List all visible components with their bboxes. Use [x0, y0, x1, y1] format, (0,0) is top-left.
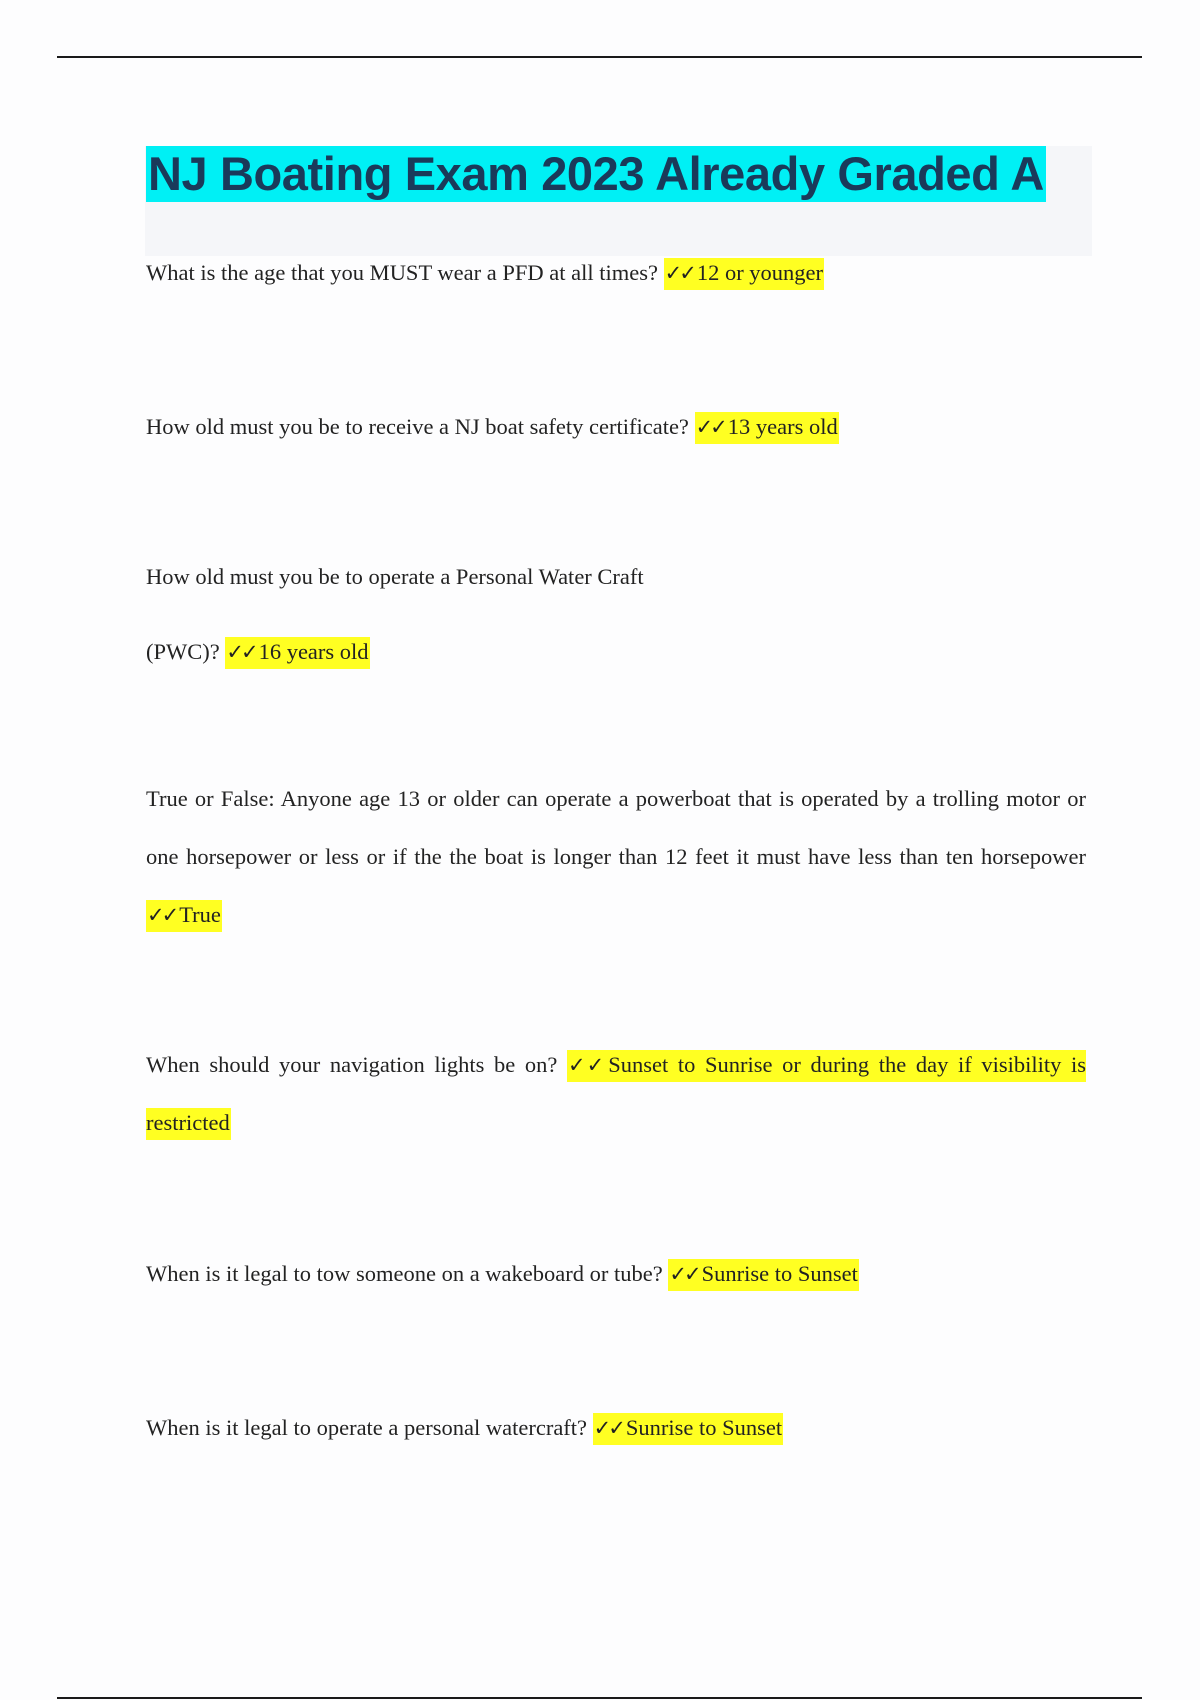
top-rule: [57, 56, 1142, 58]
answer-text: 13 years old: [727, 414, 838, 439]
answer-text: 16 years old: [258, 639, 369, 664]
answer-text: 12 or younger: [696, 260, 824, 285]
qa-item: [146, 397, 839, 457]
answer-highlight: [664, 258, 824, 290]
answer-text: True: [179, 902, 221, 927]
double-check-icon: ✓✓: [593, 1416, 623, 1440]
qa-item: [146, 770, 1086, 944]
double-check-icon: ✓✓: [226, 640, 256, 664]
bottom-rule: [57, 1697, 1142, 1699]
qa-item: [146, 1398, 783, 1458]
question-text: (PWC)?: [146, 639, 220, 664]
qa-item: [146, 1244, 859, 1304]
qa-item-line2: [146, 622, 370, 682]
answer-text: Sunset to Sunrise or during the day if visibility is restricted: [146, 1052, 1087, 1135]
question-text: When is it legal to tow someone on a wakeboard or tube?: [146, 1261, 663, 1286]
question-text: When is it legal to operate a personal watercraft?: [146, 1415, 588, 1440]
answer-highlight: [225, 637, 369, 669]
double-check-icon: ✓✓: [568, 1053, 606, 1077]
question-text: How old must you be to operate a Personal Water Craft: [146, 564, 644, 589]
answer-text: Sunrise to Sunset: [625, 1415, 783, 1440]
answer-text: Sunrise to Sunset: [701, 1261, 858, 1286]
question-text: When should your navigation lights be on?: [146, 1052, 558, 1077]
qa-item: [146, 1036, 1086, 1152]
question-text: True or False: Anyone age 13 or older can operate a powerboat that is operated by a trolling motor or one horsepower or less or if the the boat is longer than 12 feet it must have less than ten horsepower: [146, 786, 1086, 869]
double-check-icon: ✓✓: [669, 1262, 699, 1286]
question-text: What is the age that you MUST wear a PFD at all times?: [146, 260, 658, 285]
qa-item: [146, 243, 824, 303]
double-check-icon: ✓✓: [695, 415, 725, 439]
qa-item-line1: [146, 547, 644, 607]
answer-highlight: [695, 412, 839, 444]
question-text: How old must you be to receive a NJ boat safety certificate?: [146, 414, 689, 439]
answer-highlight: [146, 900, 222, 932]
answer-highlight: [593, 1413, 783, 1445]
double-check-icon: ✓✓: [147, 903, 177, 927]
answer-highlight: [668, 1259, 858, 1291]
double-check-icon: ✓✓: [664, 261, 694, 285]
document-title: NJ Boating Exam 2023 Already Graded A: [148, 147, 1044, 200]
